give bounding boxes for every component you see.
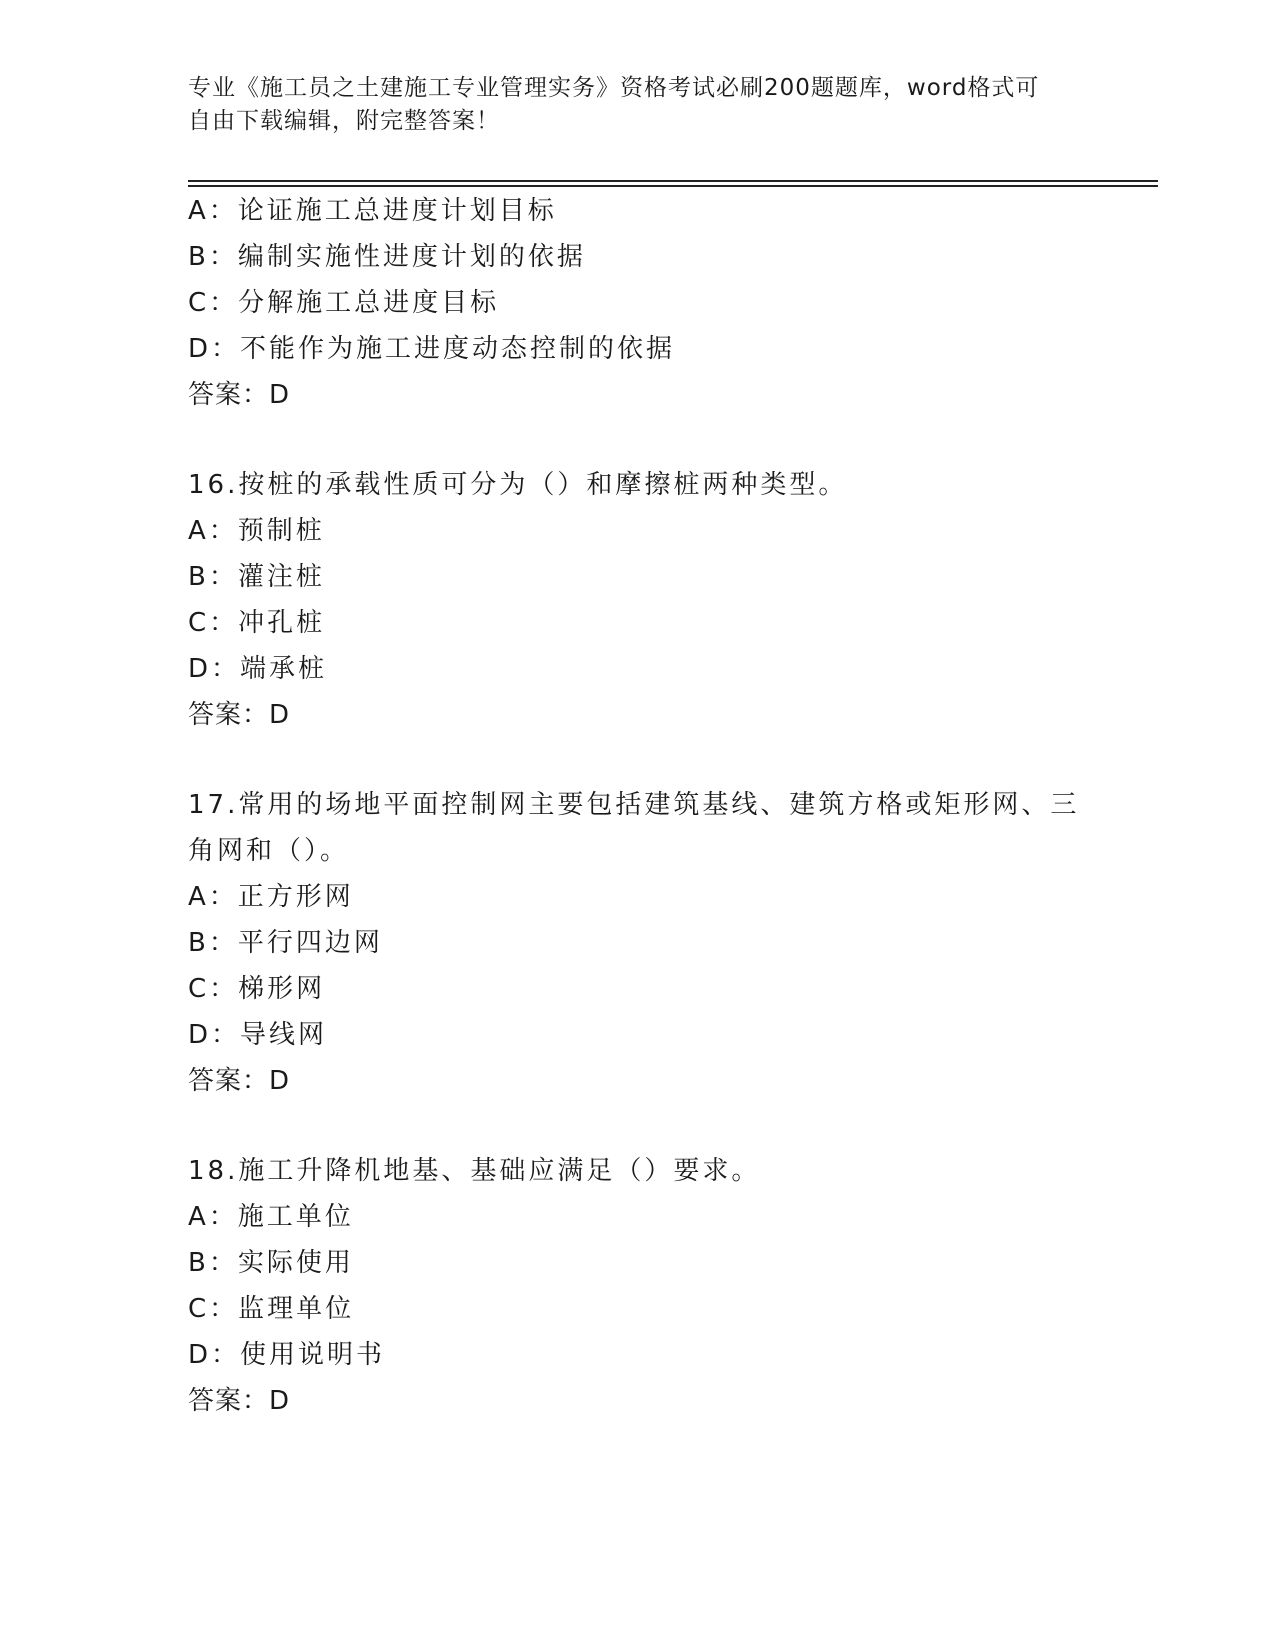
option-c: C：梯形网 <box>188 974 326 1004</box>
question-16 <box>188 462 1088 738</box>
header-divider-top <box>188 180 1158 182</box>
option-a: A：预制桩 <box>188 516 325 546</box>
option-c: C：分解施工总进度目标 <box>188 288 500 318</box>
question-15 <box>188 188 1088 418</box>
header-title-line-1: 专业《施工员之土建施工专业管理实务》资格考试必刷200题题库，word格式可 <box>188 75 1040 101</box>
option-a: A：施工单位 <box>188 1202 354 1232</box>
answer: 答案：D <box>188 1386 291 1416</box>
question-stem: 16.按桩的承载性质可分为（）和摩擦桩两种类型。 <box>188 470 848 500</box>
question-list <box>188 188 1088 1424</box>
option-b: B：实际使用 <box>188 1248 354 1278</box>
document-header <box>188 72 1068 138</box>
question-stem: 17.常用的场地平面控制网主要包括建筑基线、建筑方格或矩形网、三角网和（）。 <box>188 790 1080 866</box>
option-d: D：不能作为施工进度动态控制的依据 <box>188 334 676 364</box>
option-a: A：论证施工总进度计划目标 <box>188 196 557 226</box>
header-divider-bottom <box>188 185 1158 187</box>
question-stem: 18.施工升降机地基、基础应满足（）要求。 <box>188 1156 761 1186</box>
header-title-line-2: 自由下载编辑，附完整答案！ <box>188 108 500 134</box>
question-17 <box>188 782 1088 1104</box>
option-c: C：冲孔桩 <box>188 608 326 638</box>
option-d: D：导线网 <box>188 1020 328 1050</box>
option-d: D：使用说明书 <box>188 1340 386 1370</box>
option-a: A：正方形网 <box>188 882 354 912</box>
answer: 答案：D <box>188 700 291 730</box>
answer: 答案：D <box>188 1066 291 1096</box>
answer: 答案：D <box>188 380 291 410</box>
option-b: B：编制实施性进度计划的依据 <box>188 242 586 272</box>
option-d: D：端承桩 <box>188 654 328 684</box>
option-b: B：灌注桩 <box>188 562 325 592</box>
option-c: C：监理单位 <box>188 1294 355 1324</box>
option-b: B：平行四边网 <box>188 928 383 958</box>
question-18 <box>188 1148 1088 1424</box>
